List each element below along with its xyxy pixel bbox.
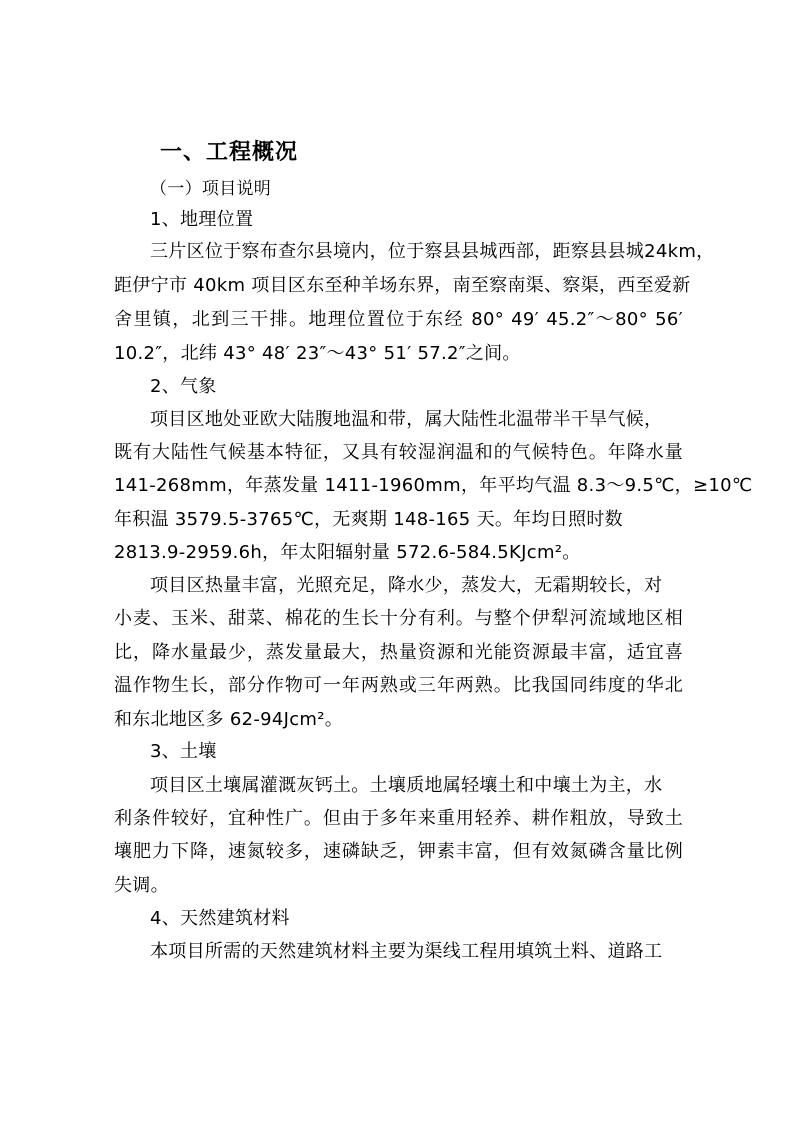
paragraph-line: 项目区土壤属灌溉灰钙土。土壤质地属轻壤土和中壤土为主，水 bbox=[150, 775, 663, 796]
paragraph-line: 项目区热量丰富，光照充足，降水少，蒸发大，无霜期较长，对 bbox=[150, 575, 663, 596]
paragraph-line: 比，降水量最少，蒸发量最大，热量资源和光能资源最丰富，适宜喜 bbox=[114, 642, 683, 663]
subheading-soil: 3、土壤 bbox=[150, 741, 217, 762]
paragraph-line: 本项目所需的天然建筑材料主要为渠线工程用填筑土料、道路工 bbox=[150, 941, 663, 962]
paragraph-line: 既有大陆性气候基本特征，又具有较湿润温和的气候特色。年降水量 bbox=[114, 442, 683, 463]
paragraph-line: 小麦、玉米、甜菜、棉花的生长十分有利。与整个伊犁河流域地区相 bbox=[114, 608, 683, 629]
paragraph-line: 三片区位于察布查尔县境内，位于察县县城西部，距察县县城24km， bbox=[150, 241, 715, 262]
paragraph-line: 失调。 bbox=[114, 875, 169, 896]
paragraph-line: 利条件较好，宜种性广。但由于多年来重用轻养、耕作粗放，导致土 bbox=[114, 808, 683, 829]
paragraph-line: 温作物生长，部分作物可一年两熟或三年两熟。比我国同纬度的华北 bbox=[114, 675, 683, 696]
paragraph-line: 距伊宁市 40km 项目区东至种羊场东界，南至察南渠、察渠，西至爱新 bbox=[114, 275, 691, 296]
section-heading: （一）项目说明 bbox=[150, 179, 272, 199]
subheading-materials: 4、天然建筑材料 bbox=[150, 908, 290, 929]
paragraph-line: 和东北地区多 62-94Jcm²。 bbox=[114, 709, 344, 730]
paragraph-line: 壤肥力下降，速氮较多，速磷缺乏，钾素丰富，但有效氮磷含量比例 bbox=[114, 841, 683, 862]
paragraph-line: 10.2″，北纬 43° 48′ 23″～43° 51′ 57.2″之间。 bbox=[114, 343, 521, 364]
subheading-climate: 2、气象 bbox=[150, 376, 217, 397]
paragraph-line: 舍里镇，北到三干排。地理位置位于东经 80° 49′ 45.2″～80° 56′ bbox=[114, 309, 683, 330]
paragraph-line: 141-268mm，年蒸发量 1411-1960mm，年平均气温 8.3～9.5℃，≥10℃ bbox=[114, 475, 753, 496]
paragraph-line: 项目区地处亚欧大陆腹地温和带，属大陆性北温带半干旱气候， bbox=[150, 409, 663, 430]
paragraph-line: 年积温 3579.5-3765℃，无爽期 148-165 天。年均日照时数 bbox=[114, 509, 623, 530]
paragraph-line: 2813.9-2959.6h，年太阳辐射量 572.6-584.5KJcm²。 bbox=[114, 542, 581, 563]
subheading-location: 1、地理位置 bbox=[150, 209, 254, 230]
page-title: 一、工程概况 bbox=[160, 140, 299, 165]
